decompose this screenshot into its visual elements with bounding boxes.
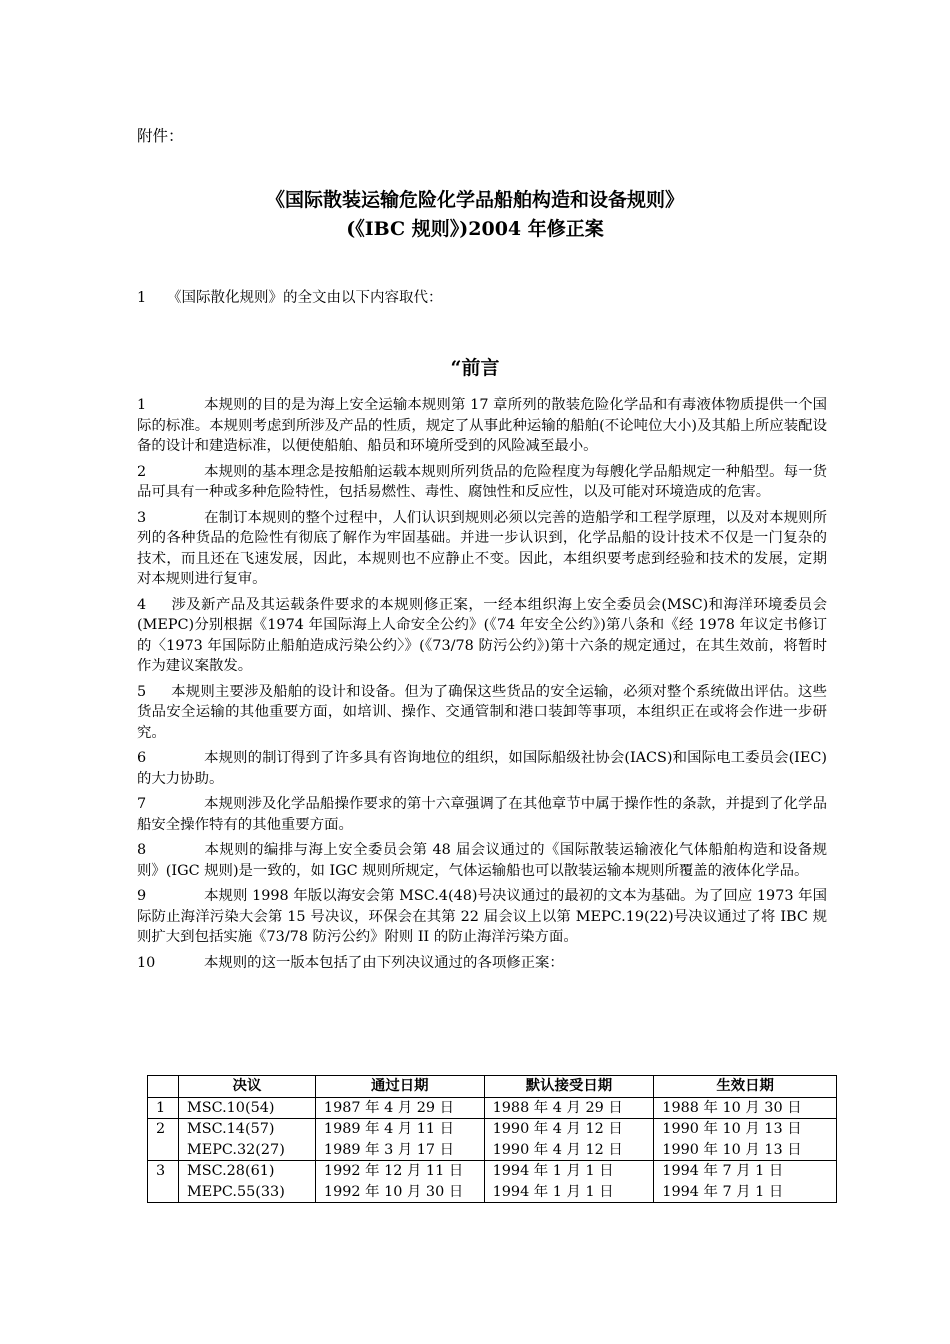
- column-header-index: [148, 1076, 179, 1098]
- paragraph: [137, 748, 827, 789]
- adopted-date: 1987 年 4 月 29 日: [323, 1099, 455, 1116]
- paragraph: [137, 682, 827, 744]
- column-header-resolution: 决议: [178, 1076, 315, 1098]
- table-header-row: [148, 1076, 837, 1098]
- paragraph-number: 8: [137, 842, 147, 858]
- resolution: MSC.14(57): [186, 1121, 275, 1137]
- intro-line: [137, 286, 443, 307]
- paragraph-text: 本规则的编排与海上安全委员会第 48 届会议通过的《国际散装运输液化气体船舶构造和设备规则》(IGC 规则)是一致的，如 IGC 规则所规定，气体运输船也可以散装运输本规则所覆盖的液体化学品。: [137, 842, 827, 879]
- effective-date: 1994 年 7 月 1 日: [662, 1163, 784, 1179]
- paragraph-number: 9: [137, 888, 147, 904]
- resolution: MEPC.32(27): [186, 1141, 285, 1158]
- table-row: [148, 1119, 837, 1161]
- paragraph-text: 本规则的制订得到了许多具有咨询地位的组织，如国际船级社协会(IACS)和国际电工委员会(IEC)的大力协助。: [137, 750, 827, 787]
- paragraph-text: 本规则 1998 年版以海安会第 MSC.4(48)号决议通过的最初的文本为基础。为了回应 1973 年国际防止海洋污染大会第 15 号决议，环保会在其第 22 届会议上以第 MEPC.19(22)号决议通过了将 IBC 规则扩大到包括实施《73/78 防污公约》附则 II 的防止海洋污染方面。: [137, 888, 827, 945]
- paragraph-text: 本规则的目的是为海上安全运输本规则第 17 章所列的散装危险化学品和有毒液体物质提供一个国际的标准。本规则考虑到所涉及产品的性质，规定了从事此种运输的船舶(不论吨位大小)及其船上所应装配设备的设计和建造标准，以便使船舶、船员和环境所受到的风险减至最小。: [137, 397, 827, 454]
- column-header-effective: 生效日期: [654, 1076, 837, 1098]
- accepted-date: 1994 年 1 月 1 日: [492, 1183, 614, 1200]
- table-row: [148, 1161, 837, 1203]
- effective-date: 1988 年 10 月 30 日: [662, 1099, 802, 1116]
- paragraph: [137, 395, 827, 457]
- table-row: [148, 1097, 837, 1119]
- document-title: 《国际散装运输危险化学品船舶构造和设备规则》: [265, 189, 684, 211]
- paragraph-text: 在制订本规则的整个过程中，人们认识到规则必须以完善的造船学和工程学原理，以及对本规则所列的各种货品的危险性有彻底了解作为牢固基础。并进一步认识到，化学品船的设计技术不仅是一门复杂的技术，而且还在飞速发展，因此，本规则也不应静止不变。因此，本组织要考虑到经验和技术的发展，定期对本规则进行复审。: [137, 509, 827, 587]
- paragraph-text: 本规则的这一版本包括了由下列决议通过的各项修正案：: [204, 954, 564, 971]
- column-header-accepted: 默认接受日期: [484, 1076, 654, 1098]
- resolution-cell: [178, 1097, 315, 1119]
- adopted-cell: [315, 1097, 484, 1119]
- resolution: MEPC.55(33): [186, 1183, 285, 1200]
- intro-number: 1: [137, 290, 147, 306]
- preface-heading: “前言: [450, 357, 500, 379]
- accepted-date: 1988 年 4 月 29 日: [492, 1099, 623, 1116]
- effective-date: 1990 年 10 月 13 日: [662, 1121, 802, 1137]
- adopted-cell: [315, 1119, 484, 1161]
- paragraph: [137, 595, 827, 677]
- adopted-date: 1989 年 4 月 11 日: [323, 1121, 455, 1137]
- effective-cell: [654, 1119, 837, 1161]
- intro-text: 《国际散化规则》的全文由以下内容取代：: [167, 290, 443, 306]
- paragraph-text: 本规则涉及化学品船操作要求的第十六章强调了在其他章节中属于操作性的条款，并提到了化学品船安全操作特有的其他重要方面。: [137, 796, 827, 833]
- paragraph: [137, 953, 827, 974]
- paragraph: [137, 794, 827, 835]
- paragraph: [137, 462, 827, 503]
- effective-date: 1990 年 10 月 13 日: [662, 1141, 802, 1158]
- paragraph: [137, 886, 827, 948]
- paragraph-number: 6: [137, 750, 147, 766]
- resolution: MSC.28(61): [186, 1163, 275, 1179]
- paragraph-number: 4: [137, 596, 147, 613]
- paragraph-number: 3: [137, 509, 147, 526]
- adopted-date: 1989 年 3 月 17 日: [323, 1141, 455, 1158]
- row-number: 3: [148, 1161, 179, 1203]
- row-number: 1: [148, 1097, 179, 1119]
- paragraph-number: 1: [137, 397, 147, 413]
- paragraph: [137, 508, 827, 590]
- preface-paragraphs: [137, 395, 827, 978]
- paragraph-text: 本规则的基本理念是按船舶运载本规则所列货品的危险程度为每艘化学品船规定一种船型。每一货品可具有一种或多种危险特性，包括易燃性、毒性、腐蚀性和反应性，以及可能对环境造成的危害。: [137, 463, 827, 500]
- accepted-date: 1990 年 4 月 12 日: [492, 1121, 623, 1137]
- adopted-date: 1992 年 12 月 11 日: [323, 1163, 464, 1179]
- resolution-cell: [178, 1161, 315, 1203]
- adopted-date: 1992 年 10 月 30 日: [323, 1183, 464, 1200]
- paragraph-number: 5: [137, 683, 147, 700]
- effective-cell: [654, 1097, 837, 1119]
- paragraph-text: 涉及新产品及其运载条件要求的本规则修正案，一经本组织海上安全委员会(MSC)和海洋环境委员会(MEPC)分别根据《1974 年国际海上人命安全公约》(《74 年安全公约》)第八条和《经 1978 年议定书修订的〈1973 年国际防止船舶造成污染公约〉》(《73/78 防污公约》)第十六条的规定通过，在其生效前，将暂时作为建议案散发。: [137, 596, 827, 674]
- adopted-cell: [315, 1161, 484, 1203]
- row-number: 2: [148, 1119, 179, 1161]
- effective-cell: [654, 1161, 837, 1203]
- paragraph-number: 10: [137, 954, 156, 971]
- accepted-cell: [484, 1161, 654, 1203]
- column-header-adopted: 通过日期: [315, 1076, 484, 1098]
- accepted-cell: [484, 1119, 654, 1161]
- accepted-date: 1990 年 4 月 12 日: [492, 1141, 623, 1158]
- paragraph-number: 2: [137, 463, 147, 480]
- paragraph-text: 本规则主要涉及船舶的设计和设备。但为了确保这些货品的安全运输，必须对整个系统做出评估。这些货品安全运输的其他重要方面，如培训、操作、交通管制和港口装卸等事项，本组织正在或将会作进一步研究。: [137, 683, 827, 741]
- attachment-label: 附件：: [137, 127, 184, 145]
- effective-date: 1994 年 7 月 1 日: [662, 1183, 784, 1200]
- accepted-date: 1994 年 1 月 1 日: [492, 1163, 614, 1179]
- document-subtitle: (《IBC 规则》)2004 年修正案: [346, 218, 604, 240]
- accepted-cell: [484, 1097, 654, 1119]
- paragraph: [137, 840, 827, 881]
- amendments-table: [147, 1075, 837, 1203]
- resolution-cell: [178, 1119, 315, 1161]
- resolution: MSC.10(54): [186, 1099, 275, 1116]
- paragraph-number: 7: [137, 796, 147, 812]
